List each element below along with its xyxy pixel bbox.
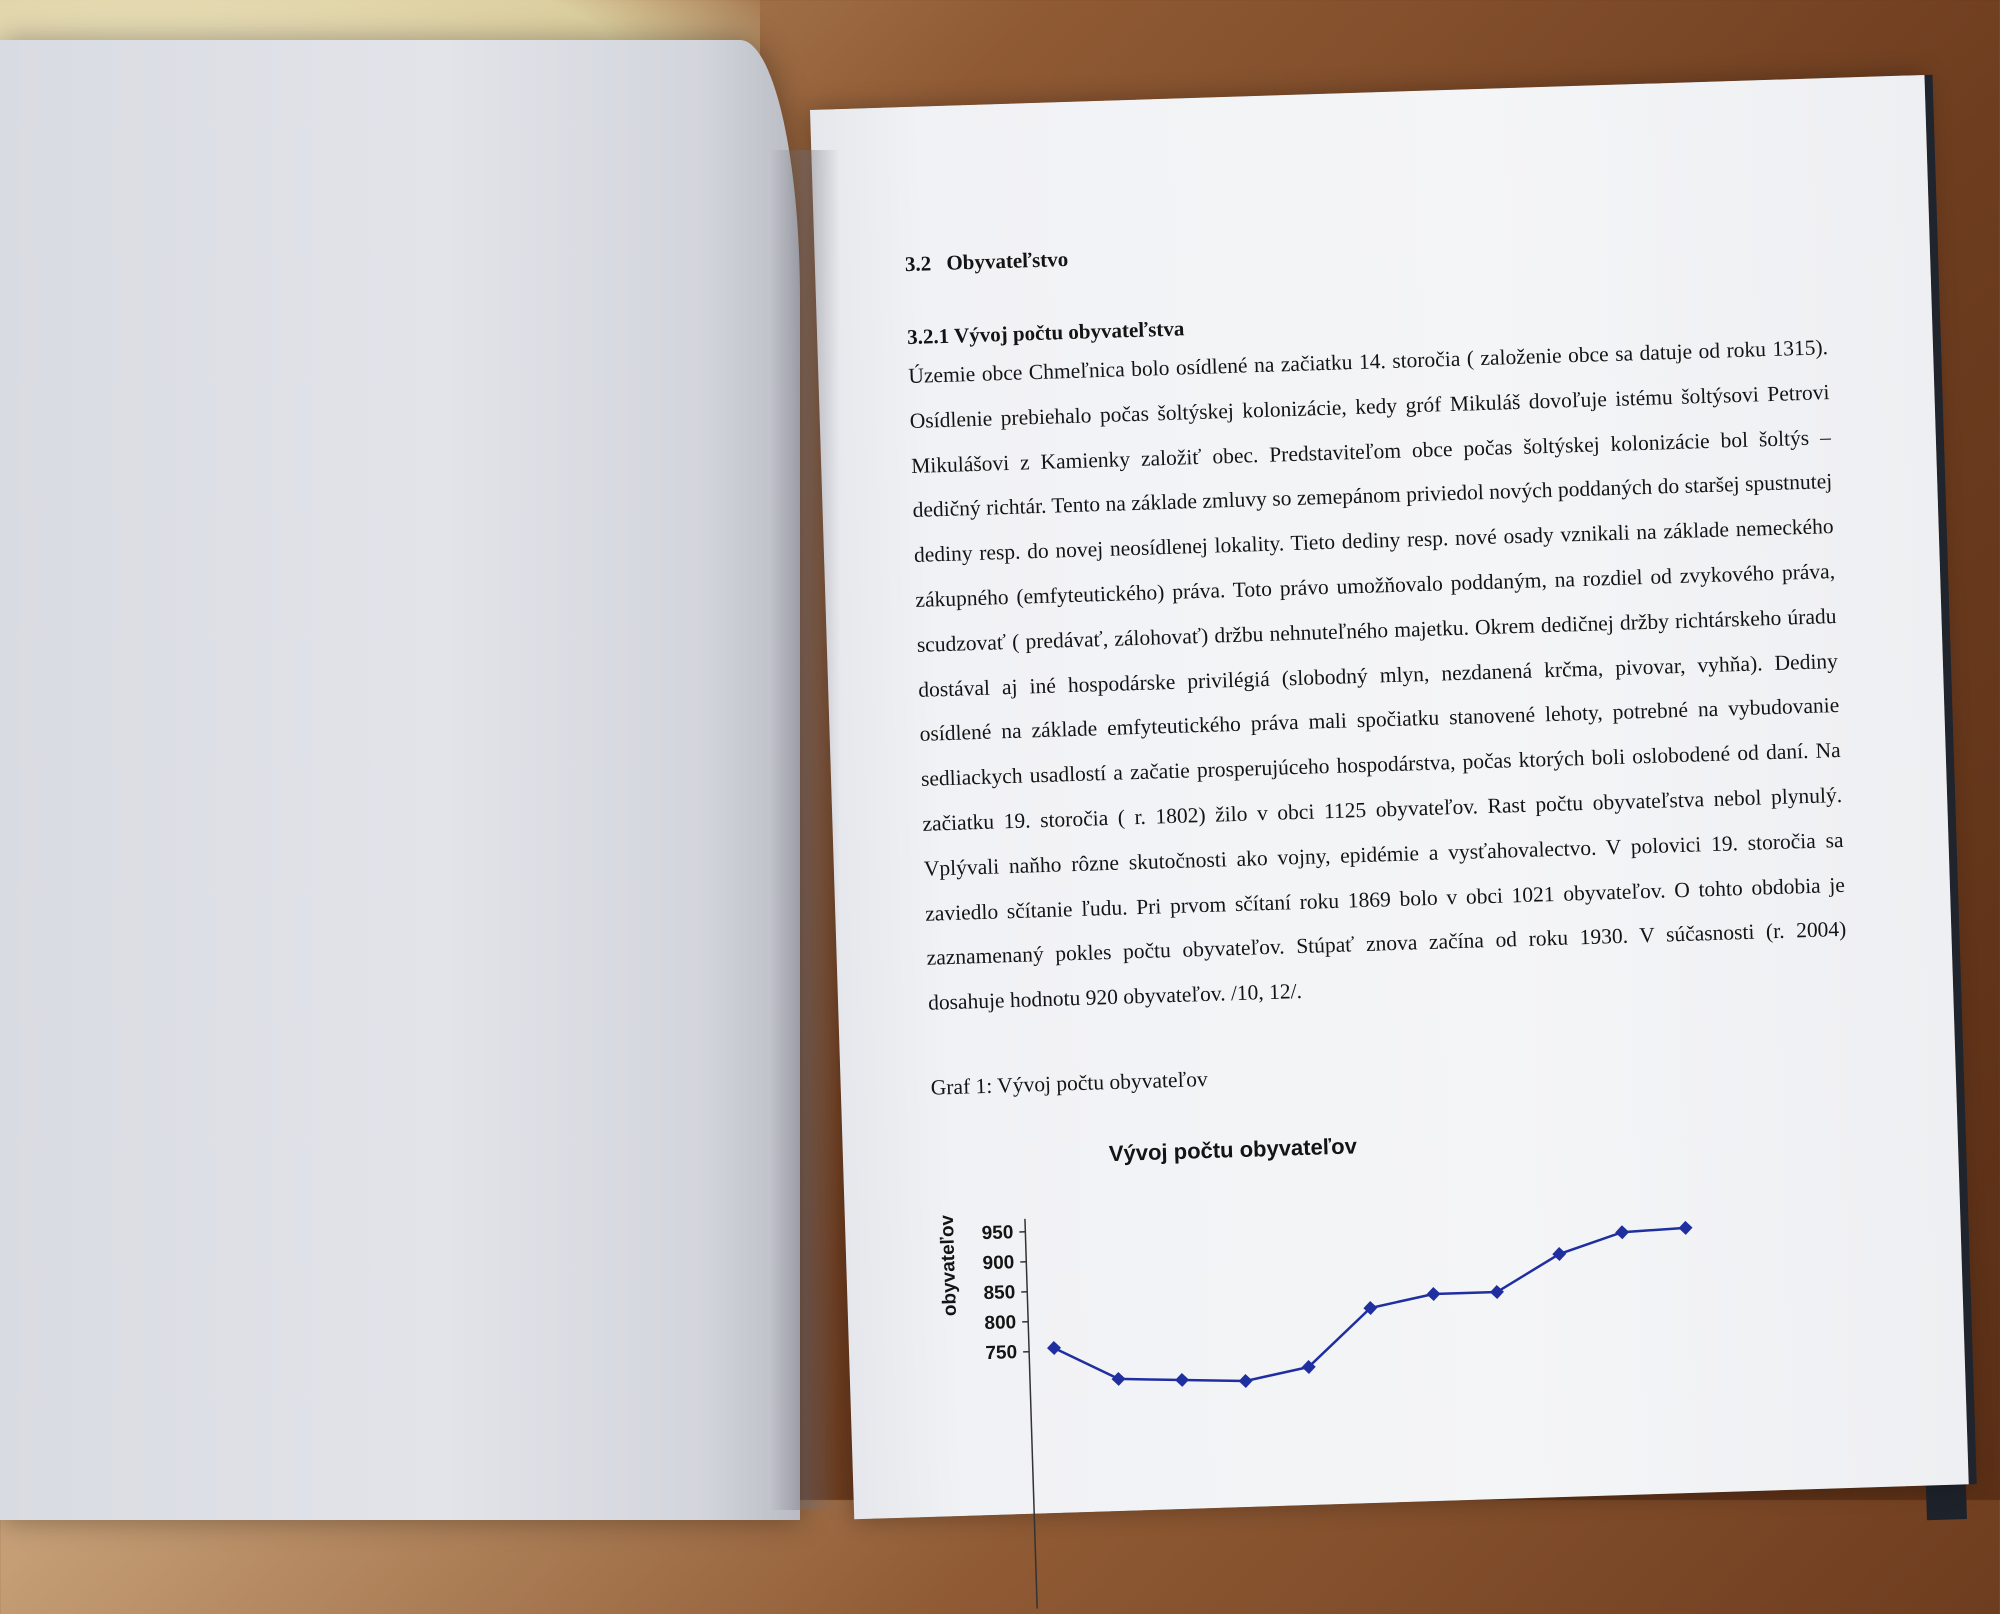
section-heading [905, 223, 1825, 277]
paragraph-line: osídlené na základe emfyteutického práva mali spočiatku stanovené lehoty, potrebné [919, 698, 1688, 746]
chart-y-tick-label: 950 [981, 1222, 1013, 1244]
chart-y-tick-label: 750 [985, 1342, 1017, 1364]
chart-data-point [1678, 1221, 1692, 1235]
chart-data-point [1238, 1374, 1252, 1388]
paragraph-line: skutočnosti ako vojny, epidémie a vysťahovalectvo. V polovici 19. storočia sa [1128, 828, 1843, 874]
chart-y-axis-line [1025, 1219, 1037, 1609]
left-page [0, 40, 800, 1520]
chart-data-point [1615, 1225, 1629, 1239]
paragraph-line: nehnuteľného majetku. Okrem dedičnej držby richtárskeho úradu dostával aj iné [918, 604, 1837, 702]
paragraph-line: dediny resp. do novej neosídlenej lokality. Tieto dediny resp. nové osady vznikali na [914, 520, 1657, 567]
paragraph-line: základe nemeckého zákupného (emfyteutického) práva. Toto právo umožňovalo [915, 514, 1834, 612]
subsection-heading: 3.2.1 Vývoj počtu obyvateľstva [907, 296, 1827, 350]
paragraph-line: zaviedlo sčítanie ľudu. Pri prvom sčítaní roku 1869 bolo v obci 1021 obyvateľov. [925, 878, 1666, 925]
chart-data-point [1426, 1287, 1440, 1301]
left-page-bleed-through-text [6, 153, 773, 1488]
paragraph-line: obyvateľov. Rast počtu obyvateľstva nebol plynulý. Vplývali naňho rôzne [924, 783, 1843, 881]
section-title: Obyvateľstvo [946, 247, 1069, 275]
figure-caption: Graf 1: Vývoj počtu obyvateľov [930, 1047, 1850, 1101]
right-page [810, 75, 1969, 1519]
chart-data-point [1552, 1247, 1566, 1261]
chart-y-tick-label: 900 [982, 1252, 1014, 1274]
chart-title: Vývoj počtu obyvateľov [1108, 1133, 1358, 1166]
paragraph-line: datuje od roku 1315). Osídlenie prebiehalo počas šoltýskej kolonizácie, kedy gróf [909, 335, 1828, 433]
paragraph-line: Predstaviteľom obce počas šoltýskej kolonizácie bol šoltýs – dedičný richtár. Tento [912, 425, 1831, 523]
paragraph-line: na základe zmluvy so zemepánom priviedol nových poddaných do staršej spustnutej [1105, 469, 1832, 516]
page-content [905, 223, 1851, 1100]
chart-data-point [1111, 1372, 1125, 1386]
section-number: 3.2 [905, 251, 932, 276]
paragraph-line: na vybudovanie sedliackych usadlostí a začatie prosperujúceho hospodárstva, počas [921, 693, 1840, 791]
chart-y-tick-label: 850 [983, 1282, 1015, 1304]
paragraph-line: Mikuláš dovoľuje istému šoltýsovi Petrovi Mikulášovi z Kamienky založiť obec. [911, 380, 1830, 478]
chart-y-tick-label: 800 [984, 1312, 1016, 1334]
chart-y-axis-label: obyvateľov [937, 1214, 961, 1316]
paragraph-line: od roku 1930. V súčasnosti (r. 2004) dosahuje hodnotu 920 obyvateľov. /10, 12/. [928, 917, 1847, 1015]
population-line-chart [932, 1083, 1867, 1612]
chart-data-point [1490, 1285, 1504, 1299]
book-gutter-shadow [770, 150, 840, 1510]
paragraph-line: ktorých boli oslobodené od daní. Na začiatku 19. storočia ( r. 1802) žilo v obci 1125 [922, 738, 1841, 836]
paragraph-line: Územie obce Chmeľnica bolo osídlené na začiatku 14. storočia ( založenie obce sa [908, 341, 1633, 388]
chart-series-markers [1044, 1221, 1697, 1395]
paragraph-line: hospodárske privilégiá (slobodný mlyn, nezdanená krčma, pivovar, vyhňa). Dediny [1067, 649, 1838, 697]
chart-data-point [1047, 1341, 1061, 1355]
paragraph-line: poddaným, na rozdiel od zvykového práva, scudzovať ( predávať, zálohovať) držbu [916, 559, 1835, 657]
chart-y-ticks [981, 1222, 1029, 1364]
paragraph-line: O tohto obdobia je zaznamenaný pokles počtu obyvateľov. Stúpať znova začína [926, 872, 1845, 970]
body-paragraph [908, 325, 1849, 1026]
chart-data-point [1175, 1373, 1189, 1387]
